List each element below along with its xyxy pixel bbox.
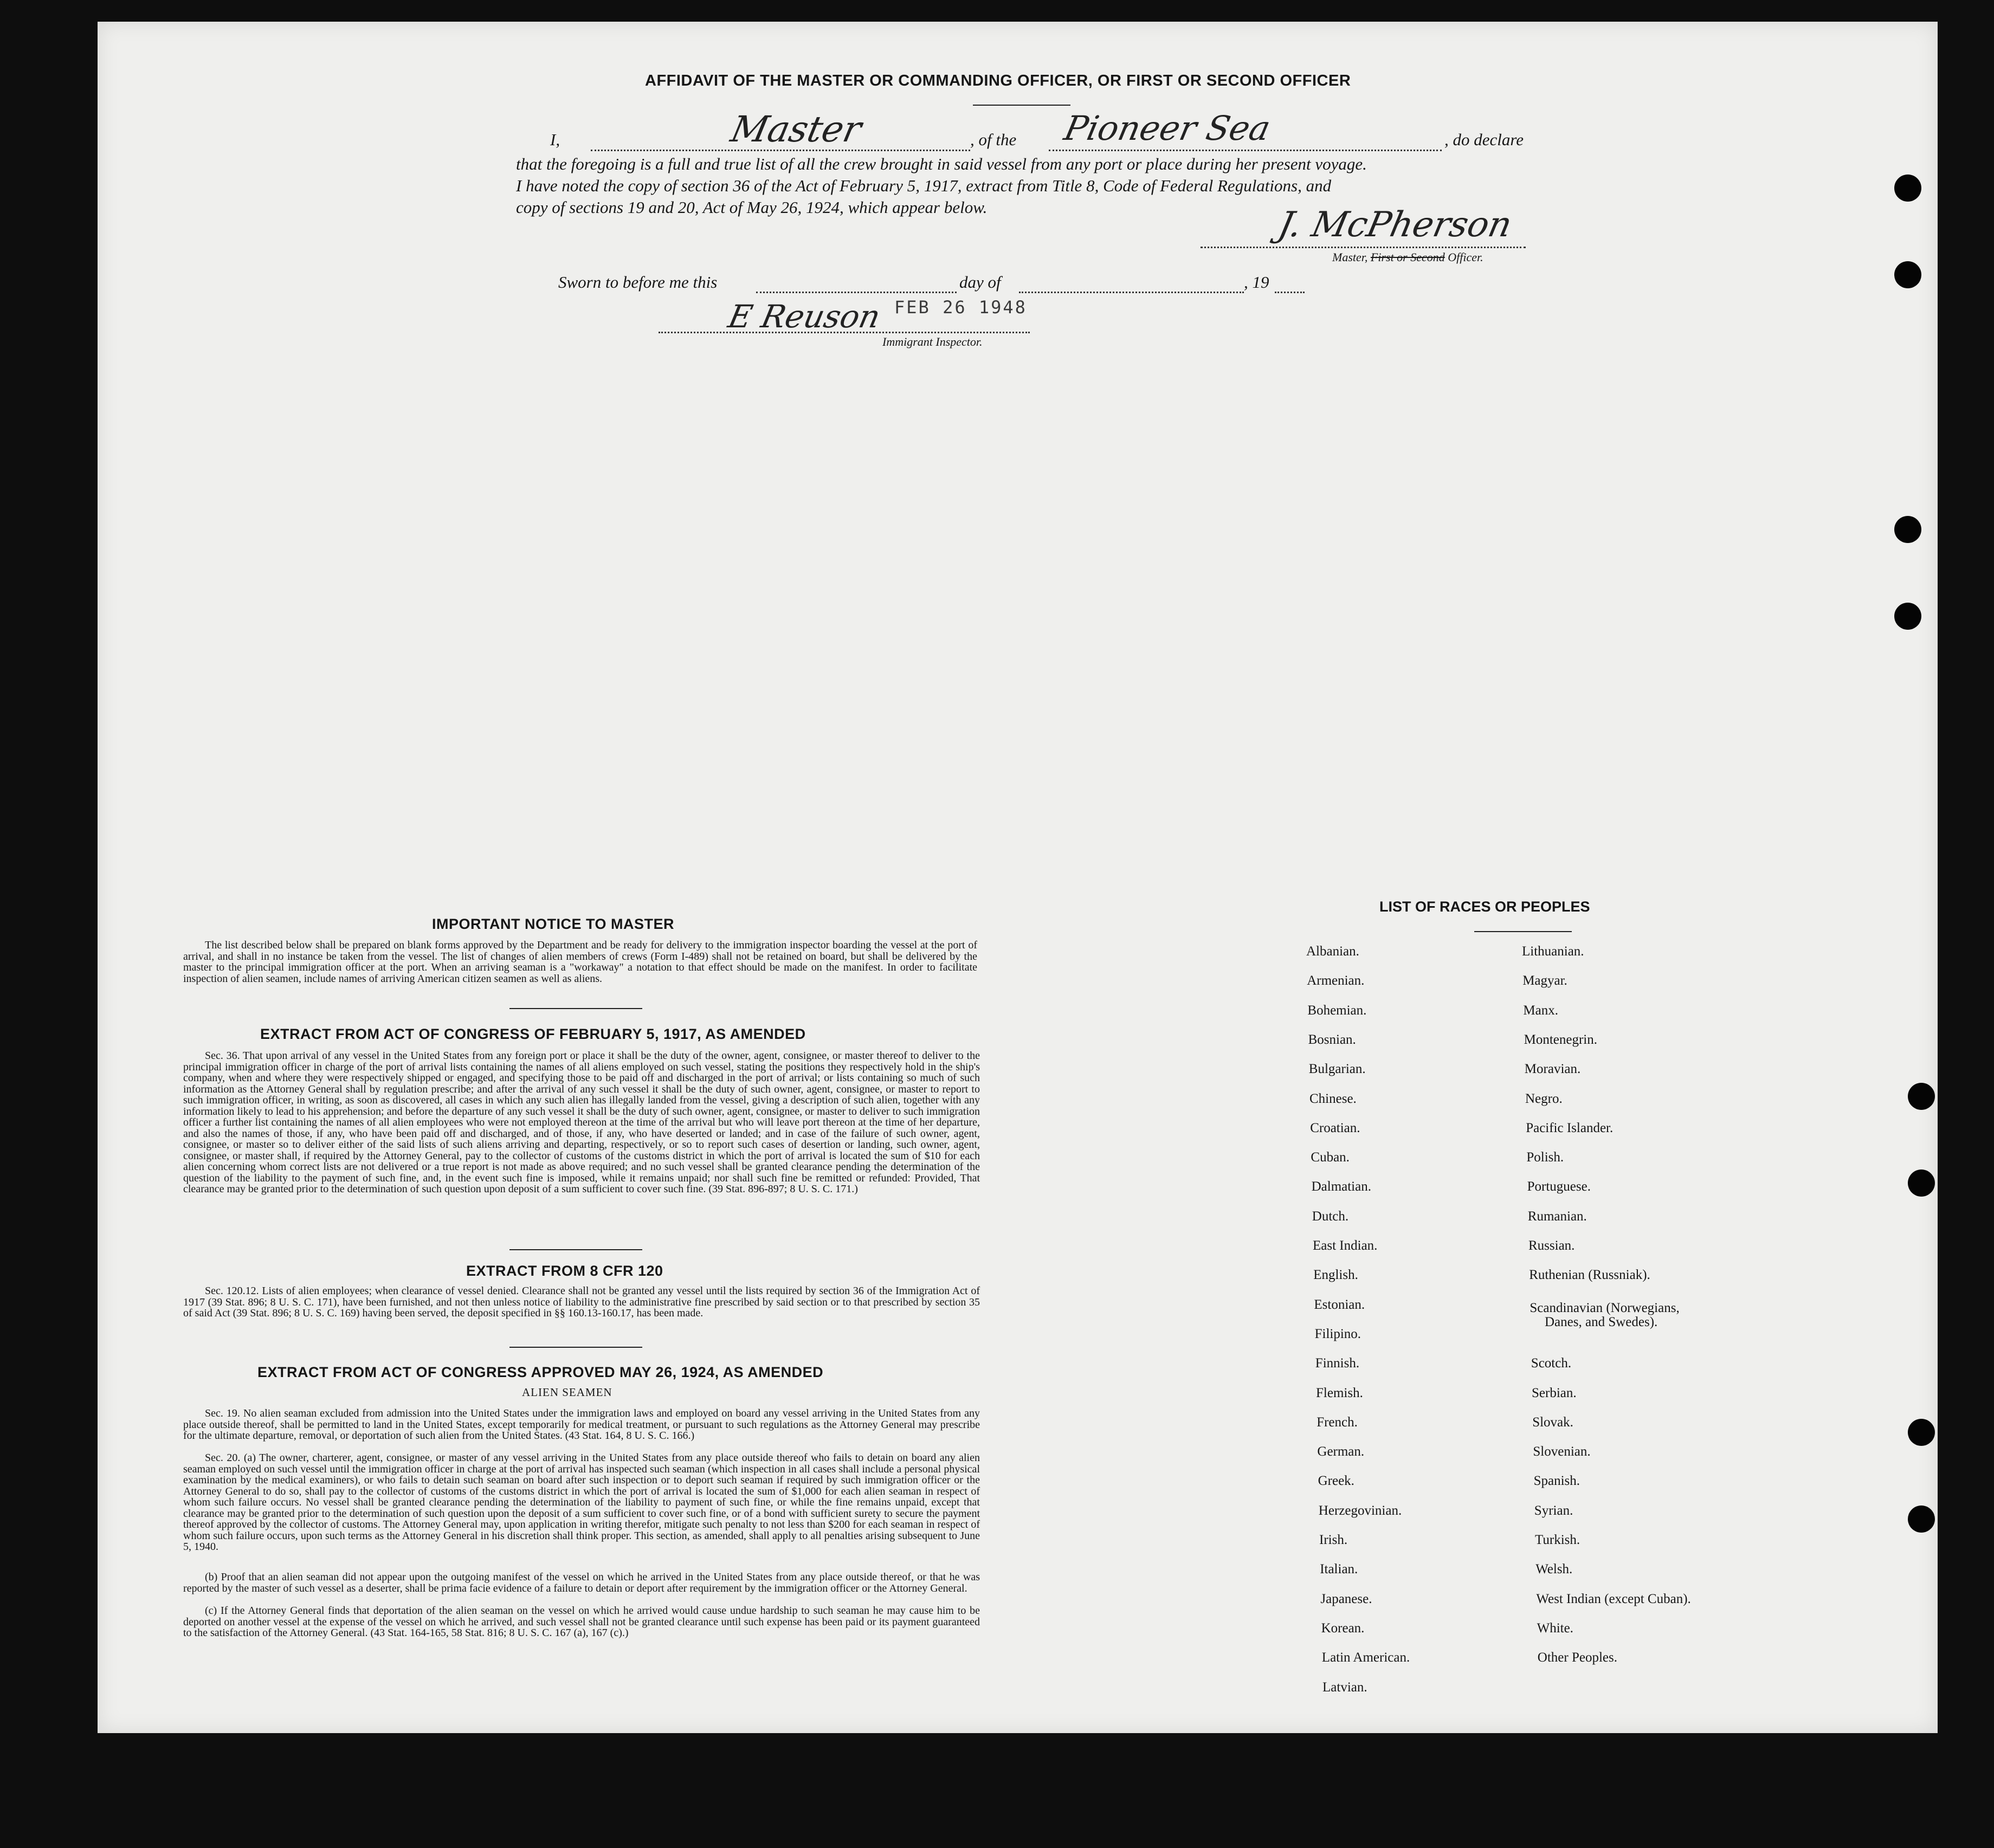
sworn-year-line (1275, 292, 1305, 293)
punch-hole (1908, 1505, 1935, 1533)
race-item: Italian. (1320, 1562, 1358, 1577)
race-item: Scotch. (1531, 1356, 1572, 1371)
race-item: Scandinavian (Norwegians, (1530, 1300, 1680, 1315)
race-item: Manx. (1523, 1003, 1558, 1018)
sworn-label: Sworn to before me this (558, 273, 718, 292)
race-item: Turkish. (1535, 1533, 1580, 1547)
declare-label: , do declare (1444, 130, 1524, 149)
race-item: Estonian. (1314, 1297, 1365, 1312)
races-title: LIST OF RACES OR PEOPLES (1379, 899, 1590, 915)
race-item: Moravian. (1524, 1062, 1581, 1077)
affidavit-title: AFFIDAVIT OF THE MASTER OR COMMANDING OFFICER, OR FIRST OR SECOND OFFICER (645, 72, 1351, 89)
extract-1917-title: EXTRACT FROM ACT OF CONGRESS OF FEBRUARY 5, 1917, AS AMENDED (260, 1026, 806, 1042)
race-item: Herzegovinian. (1318, 1503, 1402, 1518)
race-item: Spanish. (1533, 1474, 1580, 1489)
vessel-handwritten: Pioneer Sea (1061, 108, 1274, 148)
race-item: Flemish. (1316, 1385, 1363, 1400)
race-item: Lithuanian. (1522, 944, 1584, 959)
race-item: Danes, and Swedes). (1545, 1315, 1658, 1330)
race-item: Syrian. (1534, 1503, 1573, 1518)
race-item: Ruthenian (Russniak). (1529, 1268, 1650, 1283)
divider (1474, 931, 1572, 932)
sec20b-text: (b) Proof that an alien seaman did not appear upon the outgoing manifest of the vessel on which he arrived in the United States from any place outside thereof, or that he was reported by the master of such vessel as a deserter, shall be prima facie evidence of a failure to detain or deport after requirement by the immigration officer or the Attorney General. (183, 1571, 980, 1594)
punch-hole (1908, 1083, 1935, 1110)
notice-text: The list described below shall be prepared on blank forms approved by the Department and be ready for delivery to the immigration inspector boarding the vessel at the port of arrival, and shall in no instance be taken from the vessel. The list of changes of alien members of crews (Form I-489) shall not be retained on board, but shall be delivered by the master to the principal immigration officer at the port. When an arriving seaman is a "workaway" a notation to that effect should be made on the manifest. In order to facilitate inspection of alien seamen, include names of arriving American citizen seamen as well as aliens. (183, 939, 977, 985)
race-item: Chinese. (1309, 1091, 1357, 1106)
race-item: Portuguese. (1527, 1179, 1591, 1194)
sec20c-text: (c) If the Attorney General finds that deportation of the alien seaman on the vessel on which he arrived would cause undue hardship to such seaman he may cause him to be deported on another vessel at the expense of the vessel on which he arrived, and such vessel shall not be granted clearance until such expense has been paid or its payment guaranteed to the satisfaction of the Attorney General. (43 Stat. 164-165, 58 Stat. 816; 8 U. S. C. 167 (a), 167 (c).) (183, 1605, 980, 1639)
divider (973, 105, 1070, 106)
race-item: Latvian. (1322, 1679, 1367, 1695)
inspector-caption: Immigrant Inspector. (882, 335, 983, 348)
affidavit-line-4: copy of sections 19 and 20, Act of May 26, 1924, which appear below. (516, 198, 988, 217)
divider (509, 1008, 642, 1009)
race-item: Slovak. (1532, 1414, 1573, 1430)
race-item: Slovenian. (1533, 1444, 1591, 1459)
date-stamp: FEB 26 1948 (894, 297, 1027, 318)
extract-1924-title: EXTRACT FROM ACT OF CONGRESS APPROVED MAY 26, 1924, AS AMENDED (257, 1364, 824, 1380)
extract-cfr-title: EXTRACT FROM 8 CFR 120 (466, 1263, 663, 1279)
race-item: Welsh. (1535, 1562, 1573, 1577)
rank-handwritten: Master (727, 108, 866, 150)
race-item: Croatian. (1310, 1120, 1360, 1135)
race-item: Bohemian. (1307, 1003, 1367, 1018)
race-item: English. (1313, 1268, 1358, 1283)
race-item: Irish. (1319, 1533, 1348, 1547)
race-item: Dutch. (1312, 1209, 1349, 1224)
inspector-signature: E Reuson (725, 298, 884, 335)
race-item: Other Peoples. (1537, 1650, 1617, 1665)
signature-line (1201, 247, 1526, 248)
notice-title: IMPORTANT NOTICE TO MASTER (432, 916, 674, 932)
sworn-day-line (756, 292, 957, 293)
inspector-line (659, 332, 1030, 333)
race-item: Bosnian. (1308, 1032, 1356, 1047)
affidavit-line-2: that the foregoing is a full and true list of all the crew brought in said vessel from any port or place during her present voyage. (516, 154, 1367, 173)
race-item: White. (1537, 1620, 1573, 1636)
master-caption-b: Officer. (1448, 250, 1483, 264)
race-item: Polish. (1526, 1150, 1564, 1165)
race-item: German. (1317, 1444, 1365, 1459)
race-item: Korean. (1321, 1620, 1365, 1636)
punch-hole (1908, 1419, 1935, 1446)
race-item: Greek. (1318, 1474, 1354, 1489)
race-item: French. (1317, 1414, 1358, 1430)
race-item: Filipino. (1314, 1326, 1361, 1341)
divider (509, 1249, 642, 1250)
extract-1917-text: Sec. 36. That upon arrival of any vessel in the United States from any foreign port or place it shall be the duty of the owner, agent, consignee, or master thereof to deliver to the principal immigration officer in charge of the port of arrival lists containing the names of all aliens employed on such vessel, stating the positions they respectively hold in the ship's company, when and where they were respectively shipped or engaged, and specifying those to be paid off and discharged in the port of arrival; or lists containing so much of such information as the Attorney General shall by regulation prescribe; and after the arrival of any such vessel it shall be the duty of such owner, agent, consignee, or master to report to such immigration officer, in writing, as soon as discovered, all cases in which any such alien has illegally landed from the vessel, giving a description of such alien, together with any information likely to lead to his apprehension; and before the departure of any such vessel it shall be the duty of such owner, agent, consignee, or master to deliver to such immigration officer a further list containing the names of all alien employees who were not employed thereon at the time of the arrival but who will leave port thereon at the time of her departure, and also the names of those, if any, who have been paid off and discharged, and of those, if any, who have deserted or landed; and in case of the failure of such owner, agent, consignee, or master so to deliver either of the said lists of such aliens arriving and departing, respectively, or so to report such cases of desertion or landing, such owner, agent, consignee, or master shall, if required by the Attorney General, pay to the collector of customs of the customs district in which the port of arrival is located the sum of $10 for each alien concerning whom correct lists are not delivered or a true report is not made as above required; and no such vessel shall be granted clearance pending the determination of the question of the liability to the payment of such fine, and, in the event such fine is imposed, while it remains unpaid; nor shall such fine be remitted or refunded: Provided, That clearance may be granted prior to the determination of such question upon deposit of a sum sufficient to cover such fine. (39 Stat. 896-897; 8 U. S. C. 171.) (183, 1050, 980, 1195)
alien-seamen-subtitle: ALIEN SEAMEN (522, 1386, 612, 1399)
race-item: Latin American. (1321, 1650, 1410, 1665)
race-item: Armenian. (1307, 973, 1365, 988)
race-item: Japanese. (1320, 1591, 1372, 1606)
race-item: Serbian. (1532, 1385, 1577, 1400)
year-label: , 19 (1244, 273, 1269, 292)
race-item: Finnish. (1315, 1356, 1360, 1371)
race-item: Pacific Islander. (1526, 1120, 1614, 1135)
punch-hole (1894, 261, 1921, 288)
master-caption-struck: First or Second (1370, 250, 1445, 264)
master-caption-a: Master, (1332, 250, 1368, 264)
race-item: Magyar. (1522, 973, 1567, 988)
race-item: Rumanian. (1527, 1209, 1587, 1224)
race-item: East Indian. (1313, 1238, 1378, 1253)
sec19-text: Sec. 19. No alien seaman excluded from admission into the United States under the immigration laws and employed on board any vessel arriving in the United States from any place outside thereof, shall be permitted to land in the United States, except temporarily for medical treatment, or pursuant to such regulations as the Attorney General may prescribe for the ultimate departure, removal, or deportation of such alien from the United States. (43 Stat. 164, 8 U. S. C. 166.) (183, 1407, 980, 1442)
race-item: West Indian (except Cuban). (1536, 1591, 1691, 1606)
punch-hole (1908, 1169, 1935, 1197)
punch-hole (1894, 516, 1921, 543)
race-item: Negro. (1525, 1091, 1563, 1106)
sworn-month-line (1019, 292, 1244, 293)
race-item: Cuban. (1311, 1150, 1350, 1165)
punch-hole (1894, 603, 1921, 630)
master-signature: J. McPherson (1275, 205, 1515, 245)
punch-hole (1894, 175, 1921, 202)
master-caption (1332, 250, 1483, 264)
race-item: Albanian. (1306, 944, 1359, 959)
affidavit-i-label: I, (550, 130, 560, 149)
race-item: Russian. (1528, 1238, 1575, 1253)
race-item: Montenegrin. (1524, 1032, 1597, 1047)
vessel-blank-line (1049, 150, 1442, 151)
extract-cfr-text: Sec. 120.12. Lists of alien employees; when clearance of vessel denied. Clearance shall not be granted any vessel until the lists required by section 36 of the Immigration Act of 1917 (39 Stat. 896; 8 U. S. C. 171), have been furnished, and not then unless notice of liability to the administrative fine prescribed by said section or to that prescribed by section 35 of said Act (39 Stat. 896; 8 U. S. C. 169) having been served, the deposit specified in §§ 160.13-160.17, has been made. (183, 1285, 980, 1319)
of-the-label: , of the (970, 130, 1017, 149)
sec20a-text: Sec. 20. (a) The owner, charterer, agent, consignee, or master of any vessel arriving in the United States from any place outside thereof who fails to detain on board any alien seaman employed on such vessel until the immigration officer in charge at the port of arrival has inspected such seaman (which inspection in all cases shall include a personal physical examination by the medical examiners), or who fails to detain such seaman on board after such inspection or to deport such seaman if required by such immigration officer or the Attorney General to do so, shall pay to the collector of customs of the customs district in which the port of arrival is located the sum of $1,000 for each alien seaman in respect of whom such failure occurs. No vessel shall be granted clearance pending the determination of the liability to payment of such fine, or while the fine remains unpaid, except that clearance may be granted prior to the determination of such question upon the deposit of a sum sufficient to cover such fine, or of a bond with sufficient surety to secure the payment thereof approved by the collector of customs. The Attorney General may, upon application in writing therefor, mitigate such penalty to not less than $200 for each seaman in respect of whom such failure occurs, upon such terms as the Attorney General in his discretion shall think proper. This section, as amended, shall apply to all penalties arising subsequent to June 5, 1940. (183, 1452, 980, 1553)
divider (509, 1347, 642, 1348)
race-item: Bulgarian. (1308, 1062, 1366, 1077)
affidavit-line-3: I have noted the copy of section 36 of the Act of February 5, 1917, extract from Title 8, Code of Federal Regulations, and (516, 176, 1332, 195)
race-item: Dalmatian. (1311, 1179, 1371, 1194)
day-of-label: day of (959, 273, 1001, 292)
